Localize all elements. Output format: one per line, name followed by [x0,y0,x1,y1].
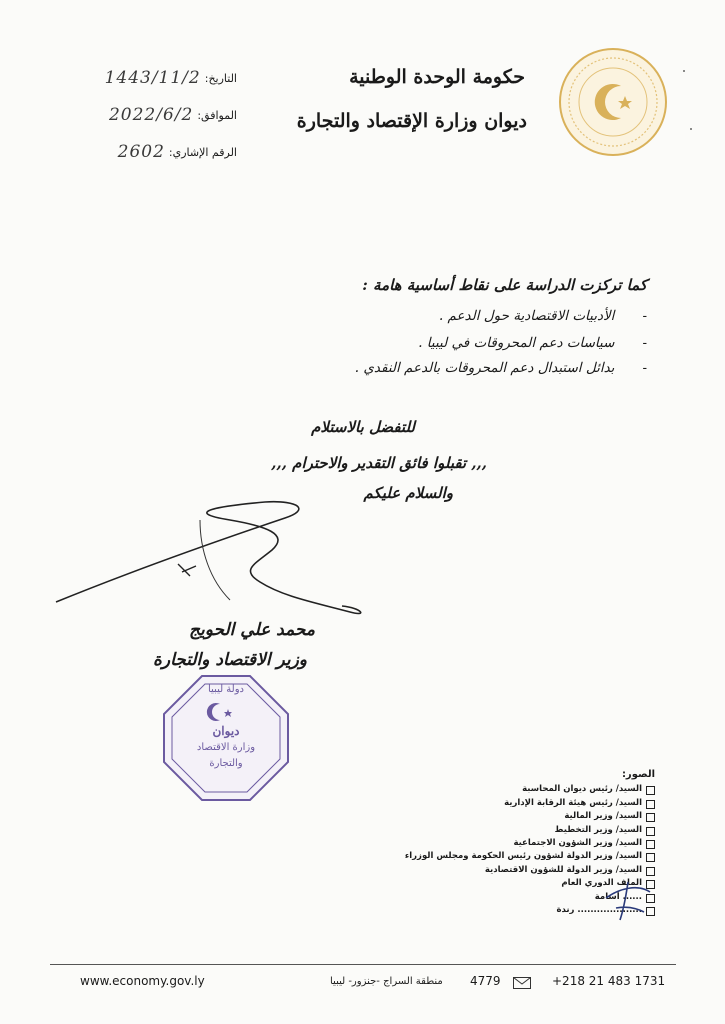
agreed-date-label: الموافق: [197,108,237,122]
checkbox-icon [646,853,655,862]
ministry-name: ديوان وزارة الإقتصاد والتجارة [296,110,527,132]
footer-divider [50,964,676,965]
please-receive-line: للتفضل بالاستلام [311,418,415,436]
bullet-dash: - [642,308,647,324]
cc-title: الصور: [621,769,655,780]
checkbox-icon [646,867,655,876]
date-row [105,68,237,88]
stamp-ministry: وزارة الاقتصاد [196,742,256,753]
scan-speck [690,128,692,130]
agreed-date-value: 2022/6/2 [108,105,194,125]
cc-item-text: الملف الدوري العام [561,878,642,889]
date-value: 1443/11/2 [104,68,201,88]
cc-item-text: السيد/ رئيس هيئة الرقابة الإدارية [504,797,642,808]
list-item [385,864,655,877]
checkbox-icon [646,786,655,795]
list-item [385,837,655,850]
stamp-diwan: ديوان [212,724,240,738]
cc-item-text: .................... رندة [556,905,642,916]
cc-item-text: السيد/ وزير الدولة للشؤون الاقتصادية [484,864,642,875]
bullet-dash: - [642,360,647,376]
footer-phone: +218 21 483 1731 [552,974,666,988]
list-item [385,797,655,810]
list-item [385,783,655,796]
checkbox-icon [646,827,655,836]
closing-greeting: والسلام عليكم [363,484,453,502]
stamp-trade: والتجارة [209,758,243,769]
study-intro: كما تركزت الدراسة على نقاط أساسية هامة : [362,276,647,294]
checkbox-icon [646,800,655,809]
list-item [439,308,647,324]
checkbox-icon [646,813,655,822]
list-item [385,850,655,863]
stamp-country: دولة ليبيا [207,684,244,695]
scan-speck [683,70,685,72]
list-item [385,810,655,823]
date-label: التاريخ: [204,71,237,85]
handwritten-signature [50,490,380,630]
bullet-text: بدائل استبدال دعم المحروقات بالدعم النقدي . [354,360,615,376]
mail-icon [513,977,531,989]
agreed-date-row [109,105,237,125]
footer-website: www.economy.gov.ly [80,974,205,988]
list-item [385,824,655,837]
cc-item-text: السيد/ رئيس ديوان المحاسبة [522,784,642,795]
cc-item-text: السيد/ وزير الشؤون الاجتماعية [513,838,642,849]
bullet-text: سياسات دعم المحروقات في ليبيا . [418,335,615,351]
reference-value: 2602 [117,142,165,162]
list-item [418,335,647,351]
footer-po-box: 4779 [470,974,501,988]
cc-item-text: السيد/ وزير التخطيط [554,824,642,835]
regards-line: ,,, تقبلوا فائق التقدير والاحترام ,,, [271,454,487,472]
cc-item-text: ...... أسامة [594,891,642,902]
reference-label: الرقم الإشاري: [168,145,237,159]
checkbox-icon [646,840,655,849]
list-item [355,360,647,376]
cc-item-text: السيد/ وزير الدولة لشؤون رئيس الحكومة ومجلس الوزراء [404,851,642,862]
bullet-dash: - [642,335,647,351]
ministry-stamp [160,672,292,804]
cc-item-text: السيد/ وزير المالية [564,811,642,822]
minister-name: محمد علي الحويج [189,620,315,640]
reference-row [118,142,237,162]
government-emblem-seal [557,46,669,158]
bullet-text: الأدبيات الاقتصادية حول الدعم . [438,308,615,324]
handwritten-initial [598,878,658,922]
government-name: حكومة الوحدة الوطنية [349,66,525,88]
minister-title: وزير الاقتصاد والتجارة [152,650,307,670]
footer-address: منطقة السراج -جنزور- ليبيا [330,976,443,987]
